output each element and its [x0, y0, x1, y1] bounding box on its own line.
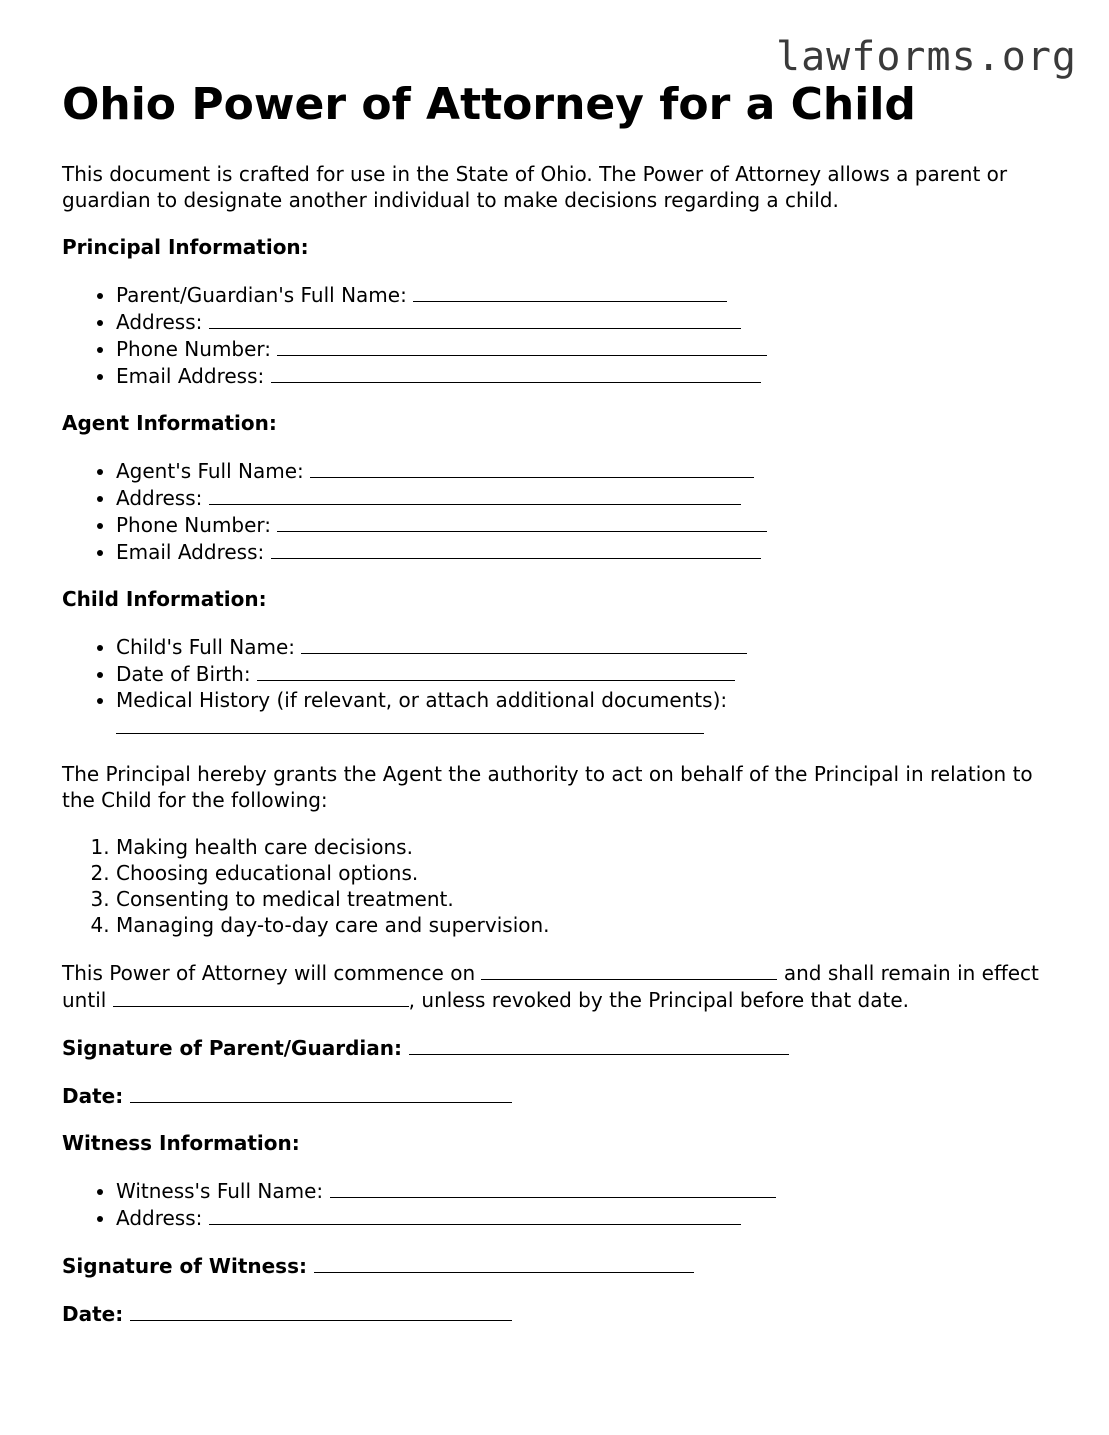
witness-name-field: • Witness's Full Name:: [116, 1177, 1052, 1204]
intro-paragraph: This document is crafted for use in the State of Ohio. The Power of Attorney allows a parent or guardian to designate another individual to make decisions regarding a child.: [62, 161, 1008, 212]
parent-signature-blank[interactable]: [409, 1034, 789, 1055]
grant-paragraph: The Principal hereby grants the Agent the authority to act on behalf of the Principal in relation to the Child for the following:: [62, 761, 1033, 812]
agent-address-blank[interactable]: [209, 484, 741, 505]
power-item: 3. Consenting to medical treatment.: [116, 886, 1052, 912]
principal-phone-field: • Phone Number:: [116, 335, 1052, 362]
commence-date-blank[interactable]: [481, 959, 777, 980]
document-title: Ohio Power of Attorney for a Child: [62, 79, 916, 130]
child-dob-field: • Date of Birth:: [116, 660, 1052, 687]
witness-address-blank[interactable]: [209, 1204, 741, 1225]
agent-heading: Agent Information:: [62, 410, 277, 435]
agent-email-blank[interactable]: [271, 538, 761, 559]
parent-date-line: Date:: [62, 1082, 1052, 1109]
power-item: 4. Managing day-to-day care and supervision.: [116, 912, 1052, 938]
principal-phone-blank[interactable]: [277, 335, 767, 356]
agent-email-field: • Email Address:: [116, 538, 1052, 565]
principal-name-blank[interactable]: [413, 281, 727, 302]
witness-address-field: • Address:: [116, 1204, 1052, 1231]
witness-fields: [62, 1177, 1052, 1231]
parent-signature-line: Signature of Parent/Guardian:: [62, 1034, 1052, 1061]
witness-date-blank[interactable]: [130, 1300, 512, 1321]
power-item: 1. Making health care decisions.: [116, 834, 1052, 860]
child-fields: [62, 633, 1052, 740]
witness-date-line: Date:: [62, 1300, 1052, 1327]
watermark-logo: lawforms.org: [776, 34, 1077, 80]
agent-name-field: • Agent's Full Name:: [116, 457, 1052, 484]
principal-name-field: • Parent/Guardian's Full Name:: [116, 281, 1052, 308]
term-paragraph: This Power of Attorney will commence on and shall remain in effect until , unless revoked by the Principal before that date.: [62, 960, 1039, 1012]
principal-fields: [62, 281, 1052, 389]
child-name-field: • Child's Full Name:: [116, 633, 1052, 660]
child-name-blank[interactable]: [301, 633, 747, 654]
witness-heading: Witness Information:: [62, 1130, 300, 1155]
witness-name-blank[interactable]: [330, 1177, 776, 1198]
principal-address-field: • Address:: [116, 308, 1052, 335]
witness-signature-line: Signature of Witness:: [62, 1252, 1052, 1279]
agent-phone-field: • Phone Number:: [116, 511, 1052, 538]
child-dob-blank[interactable]: [257, 660, 735, 681]
power-item: 2. Choosing educational options.: [116, 860, 1052, 886]
principal-email-field: • Email Address:: [116, 362, 1052, 389]
child-medical-field: • Medical History (if relevant, or attach additional documents):: [116, 687, 1052, 740]
principal-address-blank[interactable]: [209, 308, 741, 329]
witness-signature-blank[interactable]: [314, 1252, 694, 1273]
agent-fields: [62, 457, 1052, 565]
agent-address-field: • Address:: [116, 484, 1052, 511]
principal-heading: Principal Information:: [62, 234, 309, 259]
end-date-blank[interactable]: [113, 986, 409, 1007]
child-medical-blank[interactable]: [116, 713, 704, 734]
child-heading: Child Information:: [62, 586, 267, 611]
parent-date-blank[interactable]: [130, 1082, 512, 1103]
agent-name-blank[interactable]: [310, 457, 754, 478]
powers-list: [62, 834, 1052, 938]
agent-phone-blank[interactable]: [277, 511, 767, 532]
document-page: [62, 80, 1052, 1348]
principal-email-blank[interactable]: [271, 362, 761, 383]
